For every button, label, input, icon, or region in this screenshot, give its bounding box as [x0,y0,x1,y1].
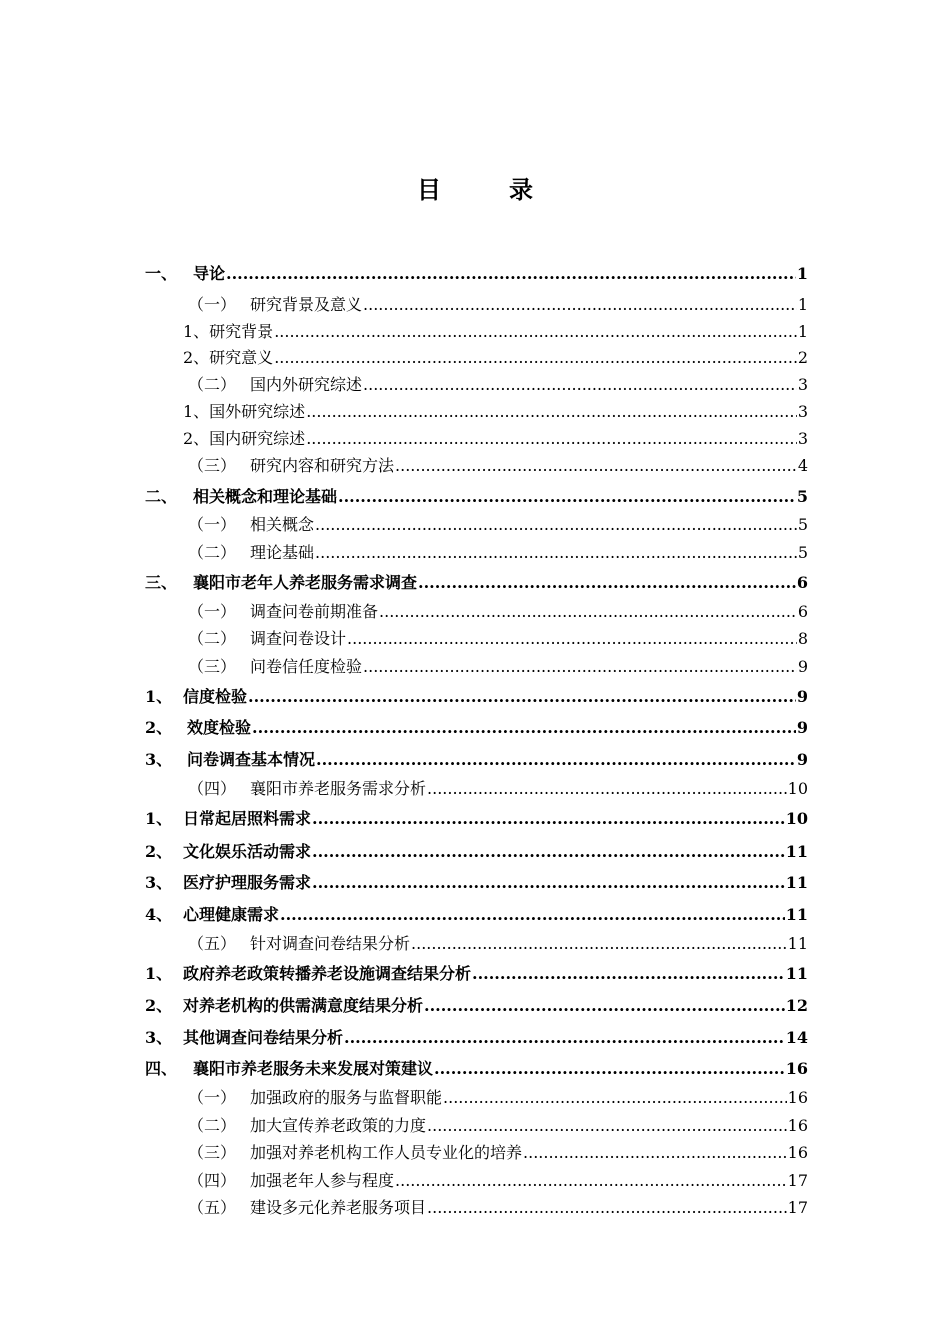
toc-entry-page-number: 11 [787,934,808,953]
toc-entry-page-number: 16 [787,1143,808,1162]
toc-entry-title: 国内外研究综述 [250,375,363,394]
toc-entry[interactable] [145,839,808,862]
toc-entry-number: 1、 [145,809,173,828]
toc-entry-title: 导论 [193,264,226,283]
toc-entry[interactable] [145,993,808,1016]
toc-entry-number: 2、 [145,996,173,1015]
toc-dot-leader [363,375,797,394]
toc-dot-leader [315,543,797,562]
toc-entry[interactable] [188,1085,808,1108]
toc-entry[interactable] [145,961,808,984]
toc-entry-number: 1、 [145,687,173,706]
toc-entry-page-number: 1 [797,322,808,341]
toc-entry-page-number: 5 [797,515,808,534]
toc-dot-leader [424,996,785,1015]
toc-entry-number: （三） [188,657,237,676]
toc-entry-title: 信度检验 [183,687,248,706]
toc-entry[interactable] [188,599,808,622]
toc-dot-leader [395,456,797,475]
toc-dot-leader [316,750,796,769]
toc-dot-leader [347,629,797,648]
toc-entry-page-number: 3 [797,375,808,394]
toc-entry-title: 2、国内研究综述 [183,429,306,448]
toc-entry-number: （二） [188,543,237,562]
toc-entry-number: 2、 [145,842,173,861]
toc-entry-number: （三） [188,456,237,475]
toc-entry-page-number: 3 [797,402,808,421]
toc-entry-page-number: 1 [796,264,808,283]
toc-dot-leader [226,264,796,283]
toc-entry-number: （二） [188,629,237,648]
toc-entry-title: 研究背景及意义 [250,295,363,314]
toc-entry-title: 对养老机构的供需满意度结果分析 [183,996,424,1015]
toc-entry-number: （四） [188,779,237,798]
toc-entry-page-number: 16 [785,1059,808,1078]
toc-dot-leader [248,687,796,706]
toc-entry[interactable] [188,1113,808,1136]
toc-entry-number: （一） [188,295,237,314]
toc-entry[interactable] [183,426,808,449]
toc-entry-title: 理论基础 [250,543,315,562]
toc-entry-page-number: 9 [797,657,808,676]
toc-dot-leader [312,842,785,861]
toc-entry-number: 2、 [145,718,173,737]
toc-entry-title: 心理健康需求 [183,905,280,924]
toc-entry[interactable] [145,1025,808,1048]
toc-dot-leader [312,873,785,892]
toc-entry[interactable] [188,776,808,799]
toc-entry[interactable] [145,870,808,893]
toc-entry-title: 效度检验 [187,718,252,737]
toc-entry-number: （四） [188,1171,237,1190]
toc-entry[interactable] [145,715,808,738]
toc-entry-page-number: 2 [797,348,808,367]
toc-entry-page-number: 11 [785,905,808,924]
toc-dot-leader [472,964,785,983]
toc-entry-page-number: 17 [787,1171,808,1190]
toc-entry[interactable] [188,372,808,395]
toc-entry[interactable] [145,570,808,593]
toc-entry-title: 调查问卷前期准备 [250,602,379,621]
toc-entry[interactable] [145,684,808,707]
toc-entry-title: 加强老年人参与程度 [250,1171,395,1190]
toc-entry-number: 4、 [145,905,173,924]
toc-entry[interactable] [188,540,808,563]
toc-dot-leader [280,905,785,924]
toc-entry-page-number: 16 [787,1116,808,1135]
toc-entry-page-number: 17 [787,1198,808,1217]
toc-entry-title: 加大宣传养老政策的力度 [250,1116,427,1135]
toc-entry-number: 一、 [145,264,178,283]
toc-entry-title: 加强对养老机构工作人员专业化的培养 [250,1143,523,1162]
toc-entry[interactable] [188,626,808,649]
toc-dot-leader [312,809,785,828]
toc-entry[interactable] [188,1195,808,1218]
toc-entry[interactable] [188,931,808,954]
toc-dot-leader [523,1143,787,1162]
toc-entry-number: 3、 [145,873,173,892]
toc-entry-title: 问卷调查基本情况 [187,750,316,769]
toc-dot-leader [315,515,797,534]
toc-entry-number: 四、 [145,1059,178,1078]
toc-entry-number: （五） [188,1198,237,1217]
toc-entry-number: 三、 [145,573,178,592]
toc-entry[interactable] [145,747,808,770]
toc-entry[interactable] [145,261,808,284]
toc-dot-leader [363,657,797,676]
toc-entry-number: （二） [188,375,237,394]
toc-entry-number: 3、 [145,1028,173,1047]
toc-dot-leader [363,295,797,314]
toc-entry[interactable] [188,1140,808,1163]
toc-entry[interactable] [183,345,808,368]
toc-entry-title: 日常起居照料需求 [183,809,312,828]
toc-entry-title: 针对调查问卷结果分析 [250,934,411,953]
toc-entry-title: 其他调查问卷结果分析 [183,1028,344,1047]
toc-dot-leader [418,573,796,592]
toc-entry[interactable] [145,1056,808,1079]
toc-title: 目 录 [417,176,555,204]
toc-entry[interactable] [188,292,808,315]
toc-dot-leader [338,487,796,506]
toc-entry-page-number: 6 [797,602,808,621]
toc-entry-number: 3、 [145,750,173,769]
toc-entry-number: 1、 [145,964,173,983]
toc-dot-leader [274,348,797,367]
toc-entry-page-number: 12 [785,996,808,1015]
toc-entry-page-number: 9 [796,718,808,737]
toc-dot-leader [427,1116,787,1135]
toc-entry-title: 襄阳市养老服务需求分析 [250,779,427,798]
toc-entry-title: 1、国外研究综述 [183,402,306,421]
toc-entry-page-number: 16 [787,1088,808,1107]
toc-entry-title: 文化娱乐活动需求 [183,842,312,861]
toc-dot-leader [306,402,797,421]
toc-entry-title: 相关概念和理论基础 [193,487,338,506]
toc-entry[interactable] [145,484,808,507]
toc-entry-number: （一） [188,515,237,534]
toc-entry-title: 研究内容和研究方法 [250,456,395,475]
toc-dot-leader [252,718,796,737]
toc-entry-page-number: 11 [785,964,808,983]
toc-dot-leader [306,429,797,448]
toc-entry-page-number: 5 [796,487,808,506]
toc-entry-page-number: 3 [797,429,808,448]
toc-dot-leader [443,1088,787,1107]
toc-entry[interactable] [188,512,808,535]
toc-entry-page-number: 9 [796,750,808,769]
toc-entry-page-number: 8 [797,629,808,648]
toc-entry-page-number: 9 [796,687,808,706]
toc-dot-leader [411,934,787,953]
toc-entry-title: 调查问卷设计 [250,629,347,648]
toc-entry[interactable] [145,806,808,829]
toc-entry-page-number: 10 [785,809,808,828]
toc-entry-number: 二、 [145,487,178,506]
toc-entry-page-number: 4 [797,456,808,475]
toc-entry-title: 医疗护理服务需求 [183,873,312,892]
toc-entry-title: 问卷信任度检验 [250,657,363,676]
toc-dot-leader [379,602,797,621]
toc-entry-page-number: 1 [797,295,808,314]
toc-entry-title: 相关概念 [250,515,315,534]
toc-entry[interactable] [183,319,808,342]
toc-entry-title: 1、研究背景 [183,322,274,341]
toc-dot-leader [395,1171,787,1190]
toc-entry[interactable] [188,654,808,677]
toc-dot-leader [344,1028,785,1047]
toc-dot-leader [427,1198,787,1217]
toc-entry-title: 襄阳市老年人养老服务需求调查 [193,573,418,592]
toc-entry-title: 加强政府的服务与监督职能 [250,1088,443,1107]
toc-entry-number: （一） [188,1088,237,1107]
toc-entry-number: （二） [188,1116,237,1135]
toc-entry[interactable] [188,1168,808,1191]
toc-entry-title: 建设多元化养老服务项目 [250,1198,427,1217]
toc-entry-page-number: 14 [785,1028,808,1047]
toc-entry[interactable] [188,453,808,476]
toc-entry-title: 2、研究意义 [183,348,274,367]
toc-dot-leader [434,1059,785,1078]
toc-entry[interactable] [145,902,808,925]
toc-entry-number: （三） [188,1143,237,1162]
toc-entry-title: 襄阳市养老服务未来发展对策建议 [193,1059,434,1078]
toc-dot-leader [274,322,797,341]
toc-entry-page-number: 11 [785,873,808,892]
toc-entry-page-number: 11 [785,842,808,861]
toc-entry-title: 政府养老政策转播养老设施调查结果分析 [183,964,472,983]
toc-entry-page-number: 5 [797,543,808,562]
toc-entry[interactable] [183,399,808,422]
toc-dot-leader [427,779,787,798]
toc-entry-page-number: 6 [796,573,808,592]
toc-entry-page-number: 10 [787,779,808,798]
toc-entry-number: （五） [188,934,237,953]
toc-entry-number: （一） [188,602,237,621]
